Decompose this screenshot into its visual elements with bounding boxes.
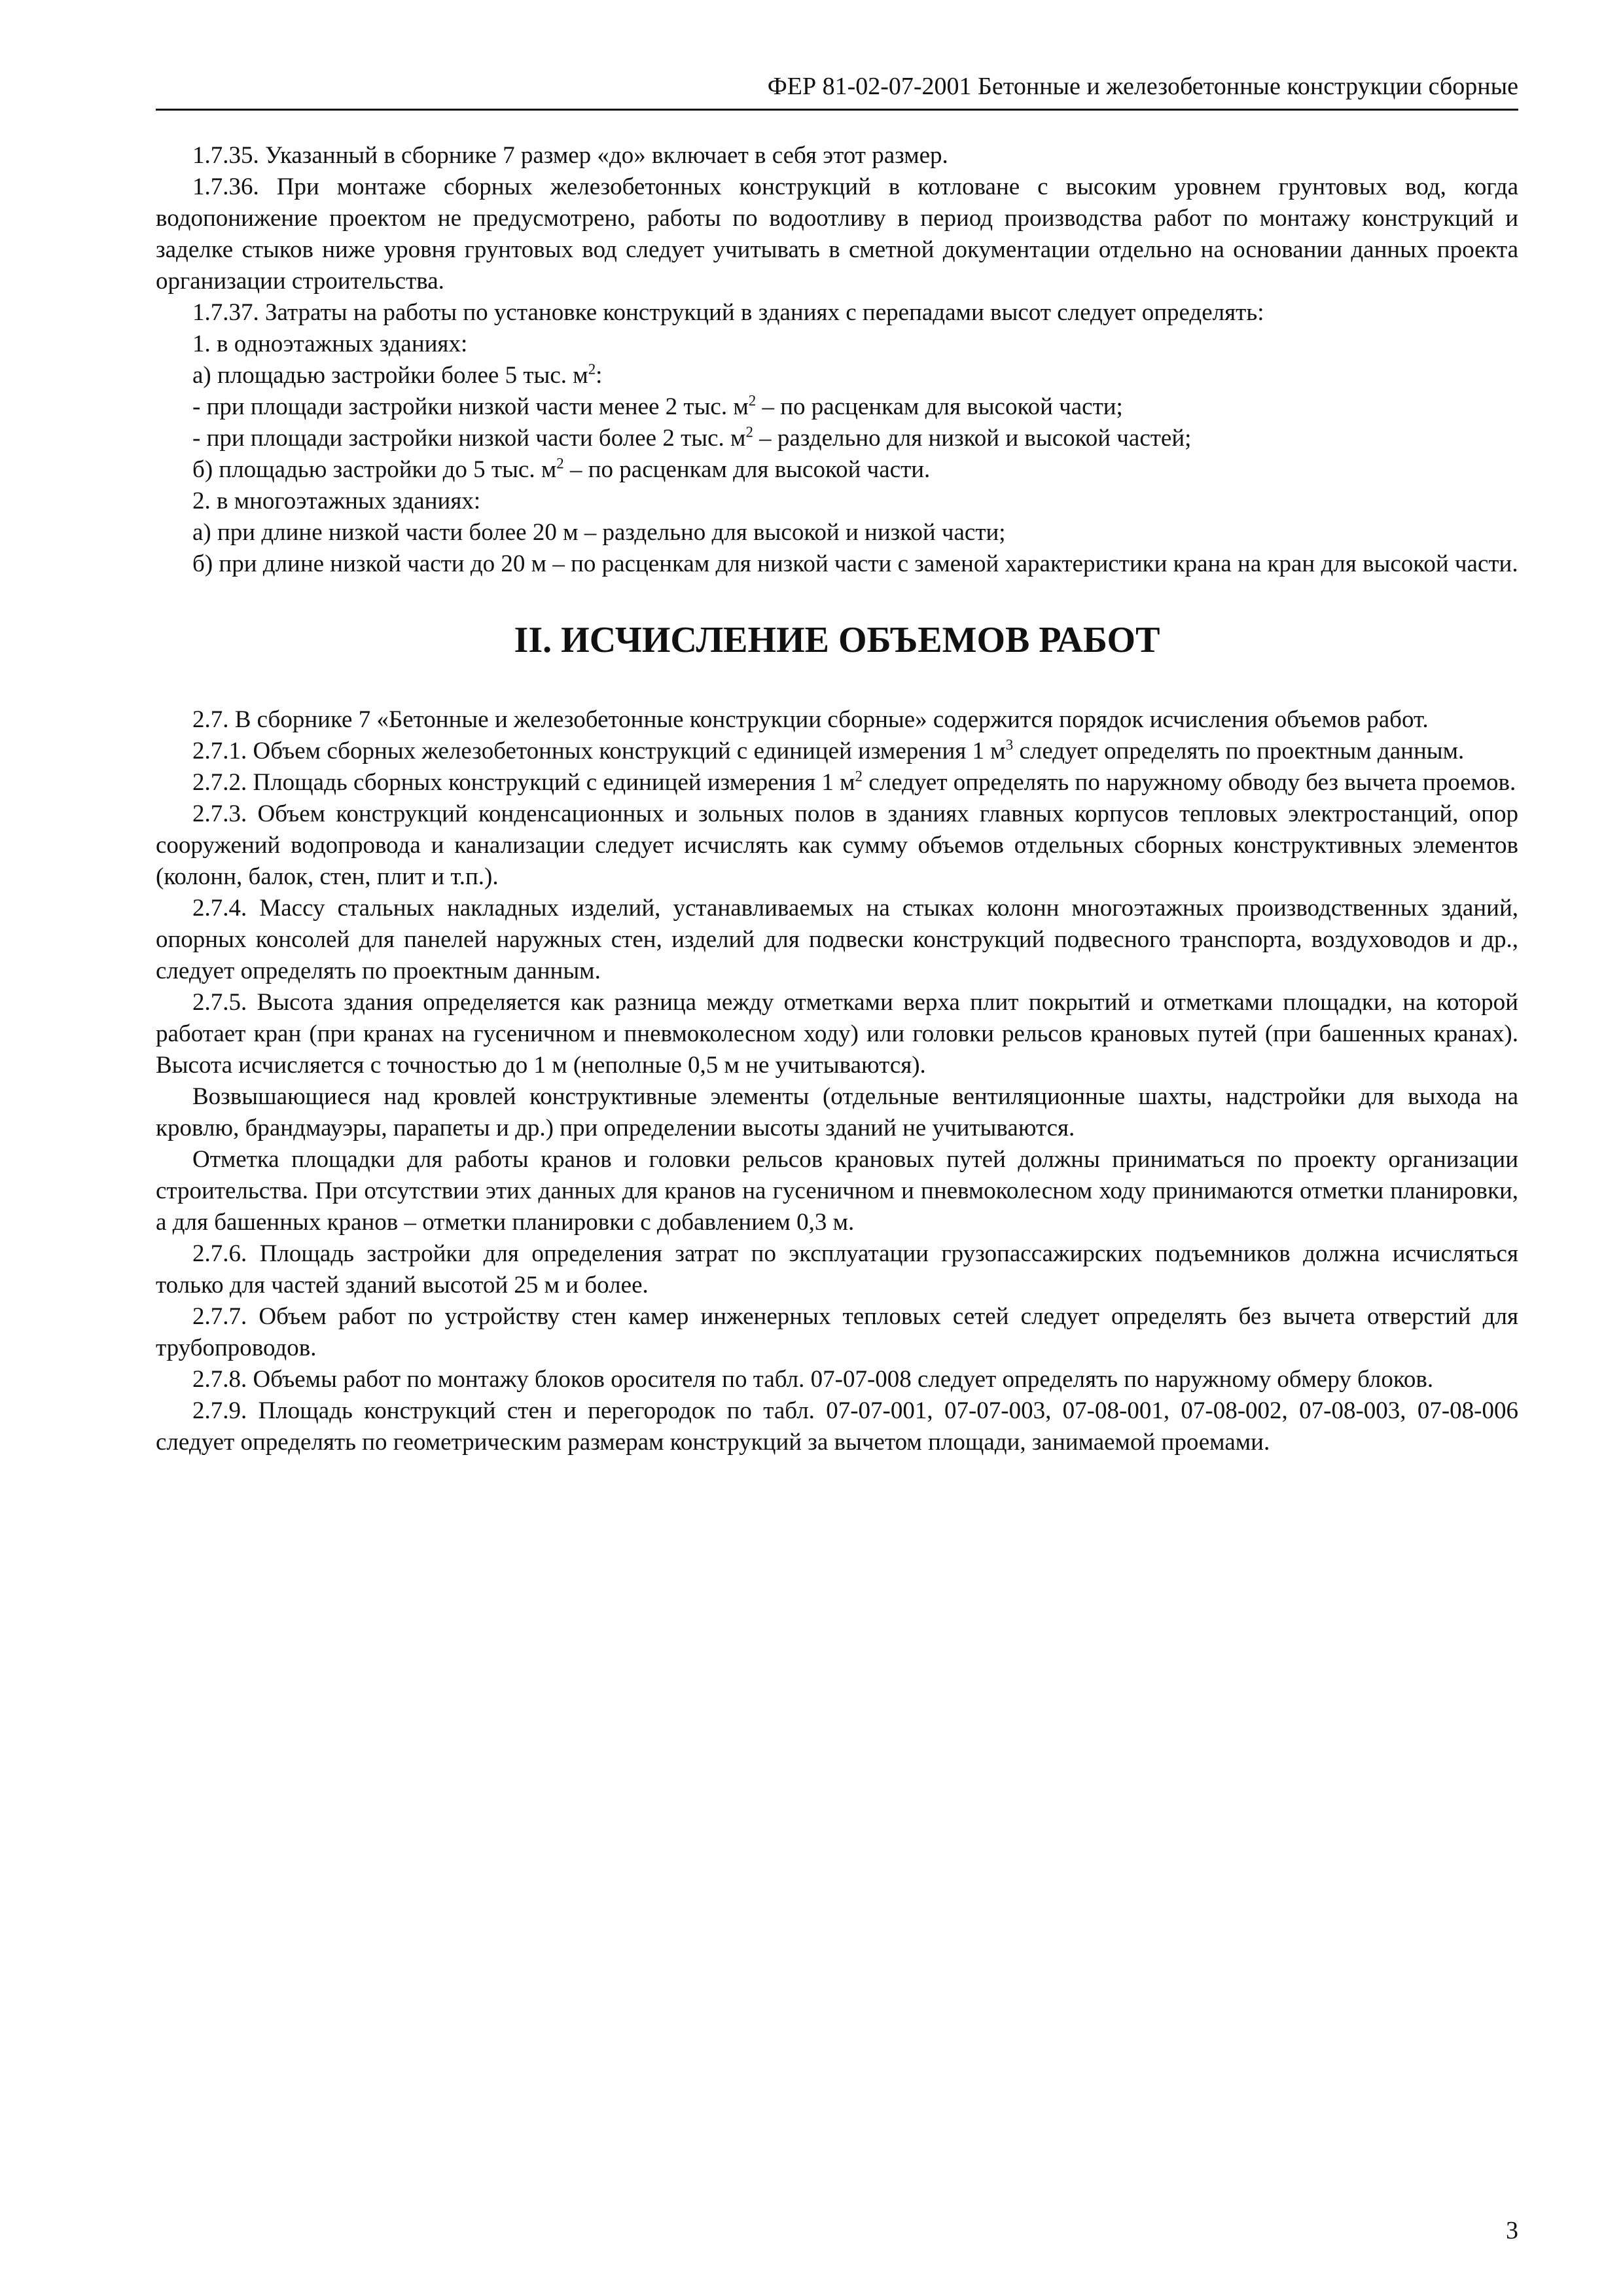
paragraph-2-7-6: 2.7.6. Площадь застройки для определения затрат по эксплуатации грузопассажирских подъемников должна исчисляться только для частей зданий высотой 25 м и более. xyxy=(156,1240,1518,1299)
list-item-1a-dash-2 xyxy=(156,423,1518,454)
text-segment: – по расценкам для высокой части; xyxy=(756,393,1123,420)
superscript: 3 xyxy=(1005,736,1014,753)
paragraph-2-7-1 xyxy=(156,736,1518,767)
text-segment: – раздельно для низкой и высокой частей; xyxy=(753,425,1192,452)
superscript: 2 xyxy=(748,392,757,409)
text-segment: следует определять по наружному обводу без вычета проемов. xyxy=(863,769,1516,796)
text-segment: 2.7.2. Площадь сборных конструкций с единицей измерения 1 м xyxy=(192,769,855,796)
text-segment: - при площади застройки низкой части более 2 тыс. м xyxy=(192,425,746,452)
text-segment: следует определять по проектным данным. xyxy=(1013,738,1465,764)
list-item-1a-dash-1 xyxy=(156,391,1518,423)
section-title: II. ИСЧИСЛЕНИЕ ОБЪЕМОВ РАБОТ xyxy=(514,620,1160,660)
paragraph-2-7-7: 2.7.7. Объем работ по устройству стен камер инженерных тепловых сетей следует определять без вычета отверстий для трубопроводов. xyxy=(156,1303,1518,1361)
paragraph-2-7: 2.7. В сборнике 7 «Бетонные и железобетонные конструкции сборные» содержится порядок исчисления объемов работ. xyxy=(192,706,1429,733)
document-body xyxy=(156,140,1518,1458)
paragraph-1-7-37: 1.7.37. Затраты на работы по установке конструкций в зданиях с перепадами высот следует определять: xyxy=(192,299,1264,326)
paragraph-2-7-3: 2.7.3. Объем конструкций конденсационных и зольных полов в зданиях главных корпусов тепловых электростанций, опор сооружений водопровода и канализации следует исчислять как сумму объемов отдельных сборных конструктивных элементов (колонн, балок, стен, плит и т.п.). xyxy=(156,800,1518,890)
header-rule xyxy=(156,109,1518,111)
text-segment: 2.7.1. Объем сборных железобетонных конструкций с единицей измерения 1 м xyxy=(192,738,1006,764)
page-number: 3 xyxy=(1506,2217,1518,2244)
text-segment: – по расценкам для высокой части. xyxy=(563,456,931,483)
paragraph-2-7-5: 2.7.5. Высота здания определяется как разница между отметками верха плит покрытий и отметками площадки, на которой работает кран (при кранах на гусеничном и пневмоколесном ходу) или головки рельсов крановых путей (при башенных кранах). Высота исчисляется с точностью до 1 м (неполные 0,5 м не учитываются). xyxy=(156,989,1518,1079)
paragraph-2-7-5-b: Возвышающиеся над кровлей конструктивные элементы (отдельные вентиляционные шахты, надстройки для выхода на кровлю, брандмауэры, парапеты и др.) при определении высоты зданий не учитываются. xyxy=(156,1083,1518,1141)
superscript: 2 xyxy=(588,361,596,378)
list-item-1: 1. в одноэтажных зданиях: xyxy=(192,331,468,357)
text-segment: б) площадью застройки до 5 тыс. м xyxy=(192,456,557,483)
paragraph-1-7-36: 1.7.36. При монтаже сборных железобетонных конструкций в котловане с высоким уровнем грунтовых вод, когда водопонижение проектом не предусмотрено, работы по водоотливу в период производства работ по монтажу конструкций и заделке стыков ниже уровня грунтовых вод следует учитывать в сметной документации отдельно на основании данных проекта организации строительства. xyxy=(156,173,1518,295)
list-item-2a: а) при длине низкой части более 20 м – раздельно для высокой и низкой части; xyxy=(192,519,1006,546)
list-item-1b xyxy=(156,454,1518,486)
paragraph-2-7-9: 2.7.9. Площадь конструкций стен и перегородок по табл. 07-07-001, 07-07-003, 07-08-001, 07-08-002, 07-08-003, 07-08-006 следует определять по геометрическим размерам конструкций за вычетом площади, занимаемой проемами. xyxy=(156,1397,1518,1456)
text-segment: - при площади застройки низкой части менее 2 тыс. м xyxy=(192,393,749,420)
list-item-1a xyxy=(156,360,1518,391)
superscript: 2 xyxy=(556,455,564,472)
text-segment: : xyxy=(596,362,603,389)
paragraph-2-7-2 xyxy=(156,767,1518,798)
list-item-2: 2. в многоэтажных зданиях: xyxy=(192,488,481,514)
text-segment: а) площадью застройки более 5 тыс. м xyxy=(192,362,588,389)
superscript: 2 xyxy=(855,768,863,785)
superscript: 2 xyxy=(745,423,753,440)
paragraph-2-7-4: 2.7.4. Массу стальных накладных изделий, устанавливаемых на стыках колонн многоэтажных производственных зданий, опорных консолей для панелей наружных стен, изделий для подвески конструкций подвесного транспорта, воздуховодов и др., следует определять по проектным данным. xyxy=(156,895,1518,984)
paragraph-2-7-5-c: Отметка площадки для работы кранов и головки рельсов крановых путей должны приниматься по проекту организации строительства. При отсутствии этих данных для кранов на гусеничном и пневмоколесном ходу принимаются отметки планировки, а для башенных кранов – отметки планировки с добавлением 0,3 м. xyxy=(156,1146,1518,1236)
running-header: ФЕР 81-02-07-2001 Бетонные и железобетонные конструкции сборные xyxy=(767,73,1518,100)
paragraph-1-7-35: 1.7.35. Указанный в сборнике 7 размер «до» включает в себя этот размер. xyxy=(192,142,948,169)
list-item-2b: б) при длине низкой части до 20 м – по расценкам для низкой части с заменой характеристики крана на кран для высокой части. xyxy=(192,550,1518,577)
paragraph-2-7-8: 2.7.8. Объемы работ по монтажу блоков оросителя по табл. 07-07-008 следует определять по наружному обмеру блоков. xyxy=(192,1366,1434,1393)
